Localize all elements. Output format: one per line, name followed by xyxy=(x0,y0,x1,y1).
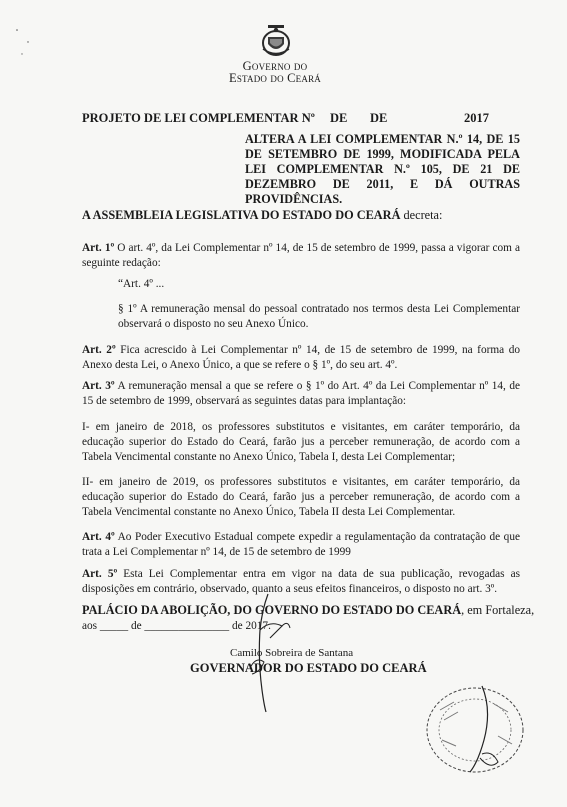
article-2 xyxy=(82,343,520,373)
protocol-stamp xyxy=(420,680,530,780)
article-4-text: Ao Poder Executivo Estadual compete expedir a regulamentação da contratação de que trata a Lei Complementar nº 14, de 15 de setembro de 1999 xyxy=(82,531,520,558)
article-1-label: Art. 1º xyxy=(82,242,115,254)
law-summary: ALTERA A LEI COMPLEMENTAR N.º 14, DE 15 DE SETEMBRO DE 1999, MODIFICADA PELA LEI COMPLEMENTAR N.º 105, DE 21 DE DEZEMBRO DE 2011, E DÁ OUTRAS PROVIDÊNCIAS. xyxy=(245,132,520,206)
enacting-clause xyxy=(82,208,520,223)
letterhead-line2: Estado do Ceará xyxy=(228,71,321,85)
article-3-label: Art. 3º xyxy=(82,380,115,392)
closing-date: aos _____ de _______________ de 2017. xyxy=(82,620,271,632)
article-4 xyxy=(82,530,520,560)
article-3 xyxy=(82,379,520,409)
closing-place-bold: PALÁCIO DA ABOLIÇÃO, DO GOVERNO DO ESTADO DO CEARÁ xyxy=(82,603,462,617)
article-1 xyxy=(82,241,520,271)
letterhead-line1: Governo do xyxy=(242,59,308,73)
article-3-text: A remuneração mensal a que se refere o § 1º do Art. 4º da Lei Complementar nº 14, de 15 de setembro de 1999, observará as seguintes datas para implantação: xyxy=(82,380,520,407)
signer-title: GOVERNADOR DO ESTADO DO CEARÁ xyxy=(190,661,427,675)
article-1-text: O art. 4º, da Lei Complementar nº 14, de 15 de setembro de 1999, passa a vigorar com a seguinte redação: xyxy=(82,242,520,269)
article-4-quote: “Art. 4º ... xyxy=(118,278,165,290)
article-4-label: Art. 4º xyxy=(82,531,115,543)
project-de-1: DE xyxy=(330,111,348,125)
project-de-2: DE xyxy=(370,111,388,125)
article-5-label: Art. 5º xyxy=(82,568,118,580)
article-2-text: Fica acrescido à Lei Complementar nº 14, de 15 de setembro de 1999, na forma do Anexo desta Lei, o Anexo Único, a que se refere o § 1º, do seu art. 4º. xyxy=(82,344,520,371)
item-1: I- em janeiro de 2018, os professores substitutos e visitantes, em caráter temporário, da educação superior do Estado do Ceará, farão jus a perceber remuneração, de acordo com a Tabela Vencimental constante no Anexo Único, Tabela I, desta Lei Complementar; xyxy=(82,421,520,463)
scan-marks xyxy=(14,28,44,68)
article-2-label: Art. 2º xyxy=(82,344,116,356)
enacting-clause-rest: decreta: xyxy=(400,208,443,222)
project-number-label: PROJETO DE LEI COMPLEMENTAR Nº xyxy=(82,111,315,125)
signer-name: Camilo Sobreira de Santana xyxy=(230,647,354,659)
paragraph-1: § 1º A remuneração mensal do pessoal contratado nos termos desta Lei Complementar observará o disposto no seu Anexo Único. xyxy=(118,303,520,330)
closing-place-rest: , em Fortaleza, xyxy=(461,603,535,617)
project-year: 2017 xyxy=(464,111,489,125)
item-2: II- em janeiro de 2019, os professores substitutos e visitantes, em caráter temporário, da educação superior do Estado do Ceará, farão jus a perceber remuneração, de acordo com a Tabela Vencimental constante no Anexo Único, Tabela II desta Lei Complementar. xyxy=(82,476,520,518)
state-coat-of-arms-icon xyxy=(259,24,293,58)
article-5-text: Esta Lei Complementar entra em vigor na data de sua publicação, revogadas as disposições em contrário, observado, quanto a seus efeitos financeiros, o disposto no art. 3º. xyxy=(82,568,520,595)
enacting-clause-bold: A ASSEMBLEIA LEGISLATIVA DO ESTADO DO CEARÁ xyxy=(82,208,401,222)
